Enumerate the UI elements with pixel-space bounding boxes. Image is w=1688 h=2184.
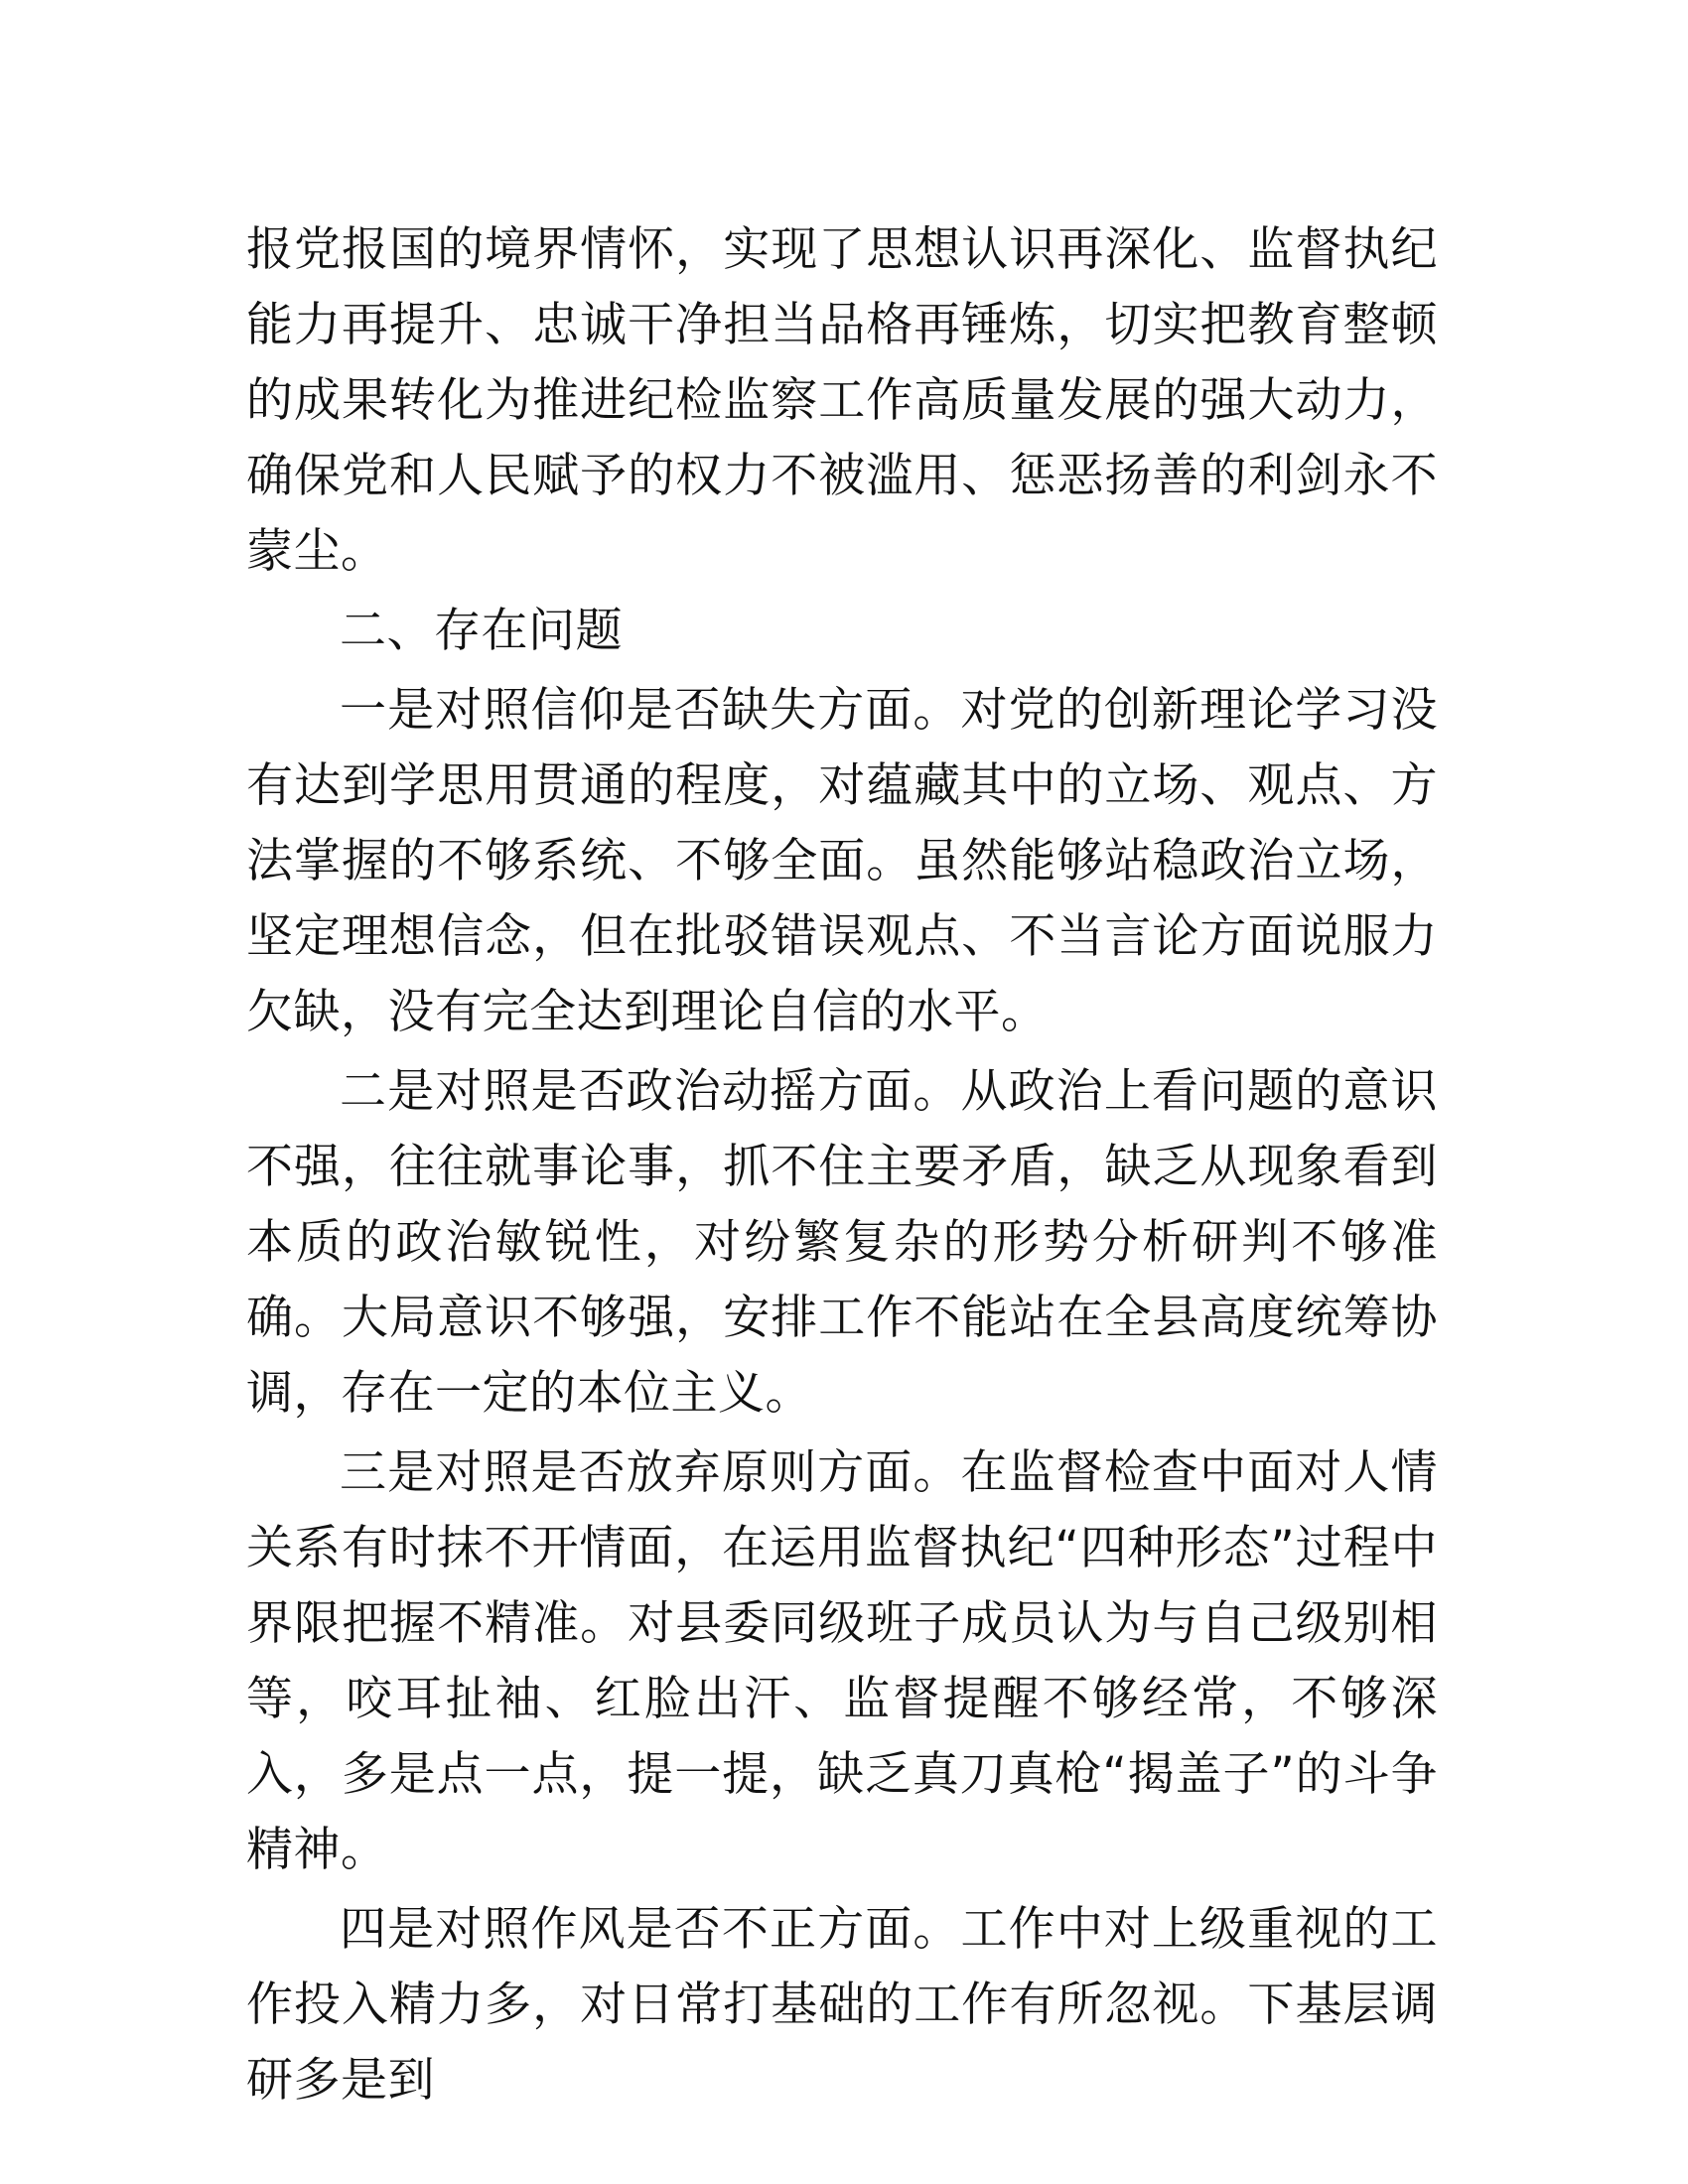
paragraph-item-2: 二是对照是否政治动摇方面。从政治上看问题的意识不强，往往就事论事，抓不住主要矛盾，缺乏从现象看到本质的政治敏锐性，对纷繁复杂的形势分析研判不够准确。大局意识不够强，安排工作不能站在全县高度统筹协调，存在一定的本位主义。 bbox=[246, 1064, 1438, 1421]
section-heading: 二、存在问题 bbox=[340, 604, 623, 658]
paragraph-item-3: 三是对照是否放弃原则方面。在监督检查中面对人情关系有时抹不开情面，在运用监督执纪“四种形态”过程中界限把握不精准。对县委同级班子成员认为与自己级别相等，咬耳扯袖、红脸出汗、监督提醒不够经常，不够深入，多是点一点，提一提，缺乏真刀真枪“揭盖子”的斗争精神。 bbox=[246, 1445, 1438, 1877]
document-page bbox=[246, 212, 1438, 2122]
paragraph-item-1: 一是对照信仰是否缺失方面。对党的创新理论学习没有达到学思用贯通的程度，对蕴藏其中的立场、观点、方法掌握的不够系统、不够全面。虽然能够站稳政治立场，坚定理想信念，但在批驳错误观点、不当言论方面说服力欠缺，没有完全达到理论自信的水平。 bbox=[246, 683, 1438, 1039]
paragraph-item-4: 四是对照作风是否不正方面。工作中对上级重视的工作投入精力多，对日常打基础的工作有所忽视。下基层调研多是到 bbox=[246, 1902, 1438, 2108]
paragraph-continuation: 报党报国的境界情怀，实现了思想认识再深化、监督执纪能力再提升、忠诚干净担当品格再锤炼，切实把教育整顿的成果转化为推进纪检监察工作高质量发展的强大动力，确保党和人民赋予的权力不被滥用、惩恶扬善的利剑永不蒙尘。 bbox=[246, 222, 1438, 579]
